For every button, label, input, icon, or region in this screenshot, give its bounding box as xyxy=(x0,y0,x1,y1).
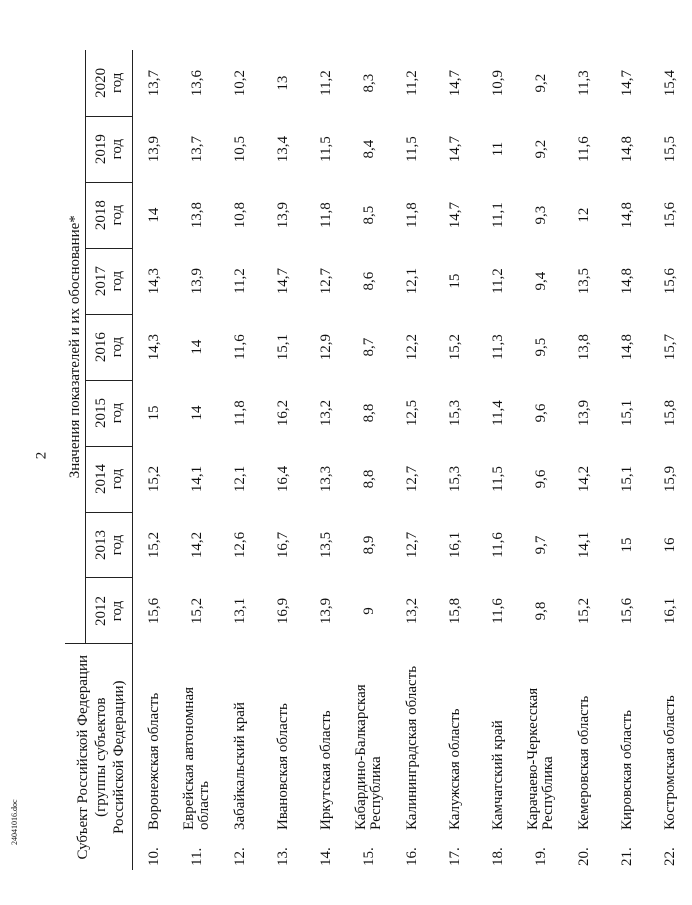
indicator-value: 15,6 xyxy=(618,597,635,625)
indicator-value: 10,9 xyxy=(489,69,506,97)
indicator-value: 15,4 xyxy=(661,69,678,97)
indicator-value: 12,5 xyxy=(403,399,420,427)
indicator-value: 13,5 xyxy=(575,267,592,295)
year-value: 2016 xyxy=(93,332,109,363)
indicator-value: 13,8 xyxy=(188,201,205,229)
row-number: 11. xyxy=(188,847,205,866)
indicator-value: 9,4 xyxy=(532,271,549,291)
indicator-value: 13,9 xyxy=(575,399,592,427)
indicator-value: 14,7 xyxy=(446,69,463,97)
indicator-value: 13,1 xyxy=(231,597,248,625)
year-header-2014 xyxy=(86,446,133,512)
values-group-header: Значения показателей и их обоснование* xyxy=(65,50,86,644)
region-name: Забайкальский край xyxy=(231,702,248,830)
indicator-value: 15,8 xyxy=(661,399,678,427)
indicator-value: 13,6 xyxy=(188,69,205,97)
year-value: 2014 xyxy=(93,464,109,495)
indicator-value: 11 xyxy=(489,141,506,157)
indicator-value: 11,5 xyxy=(403,136,420,162)
indicator-value: 14,1 xyxy=(575,531,592,559)
indicator-value: 16,9 xyxy=(274,597,291,625)
indicator-value: 16,1 xyxy=(446,531,463,559)
indicator-value: 13,2 xyxy=(403,597,420,625)
indicator-value: 13,3 xyxy=(317,465,334,493)
year-value: 2019 xyxy=(93,134,109,165)
indicator-value: 11,2 xyxy=(231,268,248,294)
year-unit: год xyxy=(109,534,125,556)
year-unit: год xyxy=(109,600,125,622)
indicator-value: 12,7 xyxy=(403,531,420,559)
row-number: 13. xyxy=(274,847,291,866)
subject-header-line-2: (группы субъектов xyxy=(92,697,109,817)
indicator-value: 16,7 xyxy=(274,531,291,559)
indicator-value: 14,8 xyxy=(618,267,635,295)
table-row xyxy=(262,50,305,870)
indicator-value: 14,8 xyxy=(618,135,635,163)
row-number: 15. xyxy=(360,847,377,866)
indicator-value: 15,1 xyxy=(618,399,635,427)
indicator-value: 9,2 xyxy=(532,139,549,159)
region-name: Кабардино-Балкарская Республика xyxy=(353,684,384,830)
indicator-value: 11,2 xyxy=(317,70,334,96)
indicator-value: 15 xyxy=(446,273,463,289)
indicator-value: 12,1 xyxy=(403,267,420,295)
indicator-value: 15,6 xyxy=(145,597,162,625)
indicator-value: 11,5 xyxy=(489,466,506,492)
region-name: Калининградская область xyxy=(403,665,420,830)
indicator-value: 8,9 xyxy=(360,535,377,555)
indicator-value: 14,2 xyxy=(188,531,205,559)
indicator-value: 9,6 xyxy=(532,403,549,423)
indicator-value: 11,8 xyxy=(403,202,420,228)
year-unit: год xyxy=(109,336,125,358)
indicator-value: 13,9 xyxy=(188,267,205,295)
indicator-value: 8,8 xyxy=(360,403,377,423)
year-header-2013 xyxy=(86,512,133,578)
page-number: 2 xyxy=(33,451,50,460)
indicator-value: 13,4 xyxy=(274,135,291,163)
indicator-value: 16,4 xyxy=(274,465,291,493)
indicator-value: 11,3 xyxy=(575,70,592,96)
indicator-value: 12,6 xyxy=(231,531,248,559)
indicator-value: 11,3 xyxy=(489,334,506,360)
row-number: 20. xyxy=(575,847,592,866)
indicator-value: 15,6 xyxy=(661,267,678,295)
indicator-value: 8,5 xyxy=(360,205,377,225)
row-number: 21. xyxy=(618,847,635,866)
row-number: 10. xyxy=(145,847,162,866)
indicator-value: 15,2 xyxy=(446,333,463,361)
indicator-value: 15,1 xyxy=(274,333,291,361)
table-row xyxy=(391,50,434,870)
indicator-value: 12,7 xyxy=(317,267,334,295)
indicator-value: 13,7 xyxy=(145,69,162,97)
subject-header-line-1: Субъект Российской Федерации xyxy=(74,654,91,860)
year-header-2012 xyxy=(86,578,133,644)
indicator-value: 14,7 xyxy=(274,267,291,295)
subject-column-header xyxy=(65,644,133,870)
indicator-value: 12,1 xyxy=(231,465,248,493)
indicator-value: 11,2 xyxy=(403,70,420,96)
indicator-value: 8,8 xyxy=(360,469,377,489)
year-value: 2015 xyxy=(93,398,109,429)
indicator-value: 15,9 xyxy=(661,465,678,493)
row-number: 17. xyxy=(446,847,463,866)
year-unit: год xyxy=(109,138,125,160)
year-unit: год xyxy=(109,468,125,490)
year-unit: год xyxy=(109,270,125,292)
indicator-value: 14,1 xyxy=(188,465,205,493)
indicator-value: 9,3 xyxy=(532,205,549,225)
indicator-value: 15,2 xyxy=(575,597,592,625)
indicator-value: 9 xyxy=(360,607,377,615)
indicator-value: 14,7 xyxy=(446,201,463,229)
indicator-value: 15 xyxy=(145,405,162,421)
year-unit: год xyxy=(109,204,125,226)
region-name: Кировская область xyxy=(618,709,635,830)
indicator-value: 13 xyxy=(274,75,291,91)
indicator-value: 9,8 xyxy=(532,601,549,621)
table-row xyxy=(133,50,176,870)
indicator-value: 15,2 xyxy=(145,465,162,493)
year-header-2018 xyxy=(86,182,133,248)
indicator-value: 11,1 xyxy=(489,202,506,228)
indicator-value: 15,2 xyxy=(145,531,162,559)
year-header-2020 xyxy=(86,50,133,116)
row-number: 19. xyxy=(532,847,549,866)
indicator-value: 11,6 xyxy=(489,532,506,558)
region-name: Еврейская автономная область xyxy=(181,687,212,830)
region-name: Костромская область xyxy=(661,695,678,830)
indicator-value: 14,2 xyxy=(575,465,592,493)
indicator-value: 15,2 xyxy=(188,597,205,625)
indicator-value: 11,6 xyxy=(575,136,592,162)
year-header-2016 xyxy=(86,314,133,380)
indicator-value: 14 xyxy=(188,339,205,355)
region-name: Камчатский край xyxy=(489,720,506,830)
indicator-value: 13,5 xyxy=(317,531,334,559)
row-number: 12. xyxy=(231,847,248,866)
indicator-value: 15,6 xyxy=(661,201,678,229)
indicator-value: 12,2 xyxy=(403,333,420,361)
year-value: 2012 xyxy=(93,596,109,626)
region-name: Иркутская область xyxy=(317,710,334,830)
indicator-value: 13,9 xyxy=(274,201,291,229)
year-unit: год xyxy=(109,72,125,94)
indicator-value: 14,7 xyxy=(618,69,635,97)
year-value: 2018 xyxy=(93,200,109,231)
indicator-value: 10,2 xyxy=(231,69,248,97)
indicator-value: 9,5 xyxy=(532,337,549,357)
row-number: 16. xyxy=(403,847,420,866)
year-value: 2020 xyxy=(93,67,109,98)
indicator-value: 15,3 xyxy=(446,465,463,493)
subject-header-line-3: Российской Федерации) xyxy=(110,680,127,834)
rotated-table-sheet xyxy=(65,50,678,870)
indicator-value: 16 xyxy=(661,537,678,553)
year-value: 2017 xyxy=(93,266,109,297)
indicators-table xyxy=(65,50,692,870)
indicator-value: 16,2 xyxy=(274,399,291,427)
indicator-value: 11,4 xyxy=(489,400,506,426)
indicator-value: 12,7 xyxy=(403,465,420,493)
region-name: Кемеровская область xyxy=(575,695,592,830)
table-row xyxy=(176,50,219,870)
indicator-value: 9,2 xyxy=(532,73,549,93)
indicator-value: 13,2 xyxy=(317,399,334,427)
indicator-value: 12 xyxy=(575,207,592,223)
indicator-value: 14,8 xyxy=(618,333,635,361)
indicator-value: 11,8 xyxy=(317,202,334,228)
indicator-value: 8,7 xyxy=(360,337,377,357)
region-name: Калужская область xyxy=(446,708,463,830)
year-unit: год xyxy=(109,402,125,424)
indicator-value: 15,3 xyxy=(446,399,463,427)
document-file-label: 24041016.doc xyxy=(10,799,19,845)
indicator-value: 13,9 xyxy=(145,135,162,163)
indicator-value: 15 xyxy=(618,537,635,553)
region-name: Карачаево-Черкесская Республика xyxy=(525,687,556,830)
indicator-value: 10,8 xyxy=(231,201,248,229)
indicator-value: 9,6 xyxy=(532,469,549,489)
indicator-value: 8,4 xyxy=(360,139,377,159)
indicator-value: 14,3 xyxy=(145,267,162,295)
table-row xyxy=(477,50,520,870)
row-number: 18. xyxy=(489,847,506,866)
table-row xyxy=(434,50,477,870)
indicator-value: 8,6 xyxy=(360,271,377,291)
table-row xyxy=(606,50,649,870)
year-value: 2013 xyxy=(93,530,109,561)
table-row xyxy=(305,50,348,870)
indicator-value: 15,8 xyxy=(446,597,463,625)
region-name: Ивановская область xyxy=(274,703,291,830)
indicator-value: 13,9 xyxy=(317,597,334,625)
indicator-value: 11,2 xyxy=(489,268,506,294)
table-row xyxy=(520,50,563,870)
indicator-value: 11,8 xyxy=(231,400,248,426)
indicator-value: 16,1 xyxy=(661,597,678,625)
table-row xyxy=(649,50,692,870)
indicator-value: 11,5 xyxy=(317,136,334,162)
indicator-value: 8,3 xyxy=(360,73,377,93)
indicator-value: 14 xyxy=(188,405,205,421)
row-number: 14. xyxy=(317,847,334,866)
table-row xyxy=(348,50,391,870)
year-header-2017 xyxy=(86,248,133,314)
indicator-value: 10,5 xyxy=(231,135,248,163)
year-header-2019 xyxy=(86,116,133,182)
table-row xyxy=(563,50,606,870)
indicator-value: 15,7 xyxy=(661,333,678,361)
indicator-value: 14,3 xyxy=(145,333,162,361)
indicator-value: 14,7 xyxy=(446,135,463,163)
indicator-value: 12,9 xyxy=(317,333,334,361)
indicator-value: 13,7 xyxy=(188,135,205,163)
year-header-2015 xyxy=(86,380,133,446)
indicator-value: 15,5 xyxy=(661,135,678,163)
indicator-value: 15,1 xyxy=(618,465,635,493)
table-row xyxy=(219,50,262,870)
indicator-value: 11,6 xyxy=(489,598,506,624)
indicator-value: 13,8 xyxy=(575,333,592,361)
indicator-value: 9,7 xyxy=(532,535,549,555)
indicator-value: 14 xyxy=(145,207,162,223)
row-number: 22. xyxy=(661,847,678,866)
indicator-value: 14,8 xyxy=(618,201,635,229)
indicator-value: 11,6 xyxy=(231,334,248,360)
region-name: Воронежская область xyxy=(145,692,162,830)
